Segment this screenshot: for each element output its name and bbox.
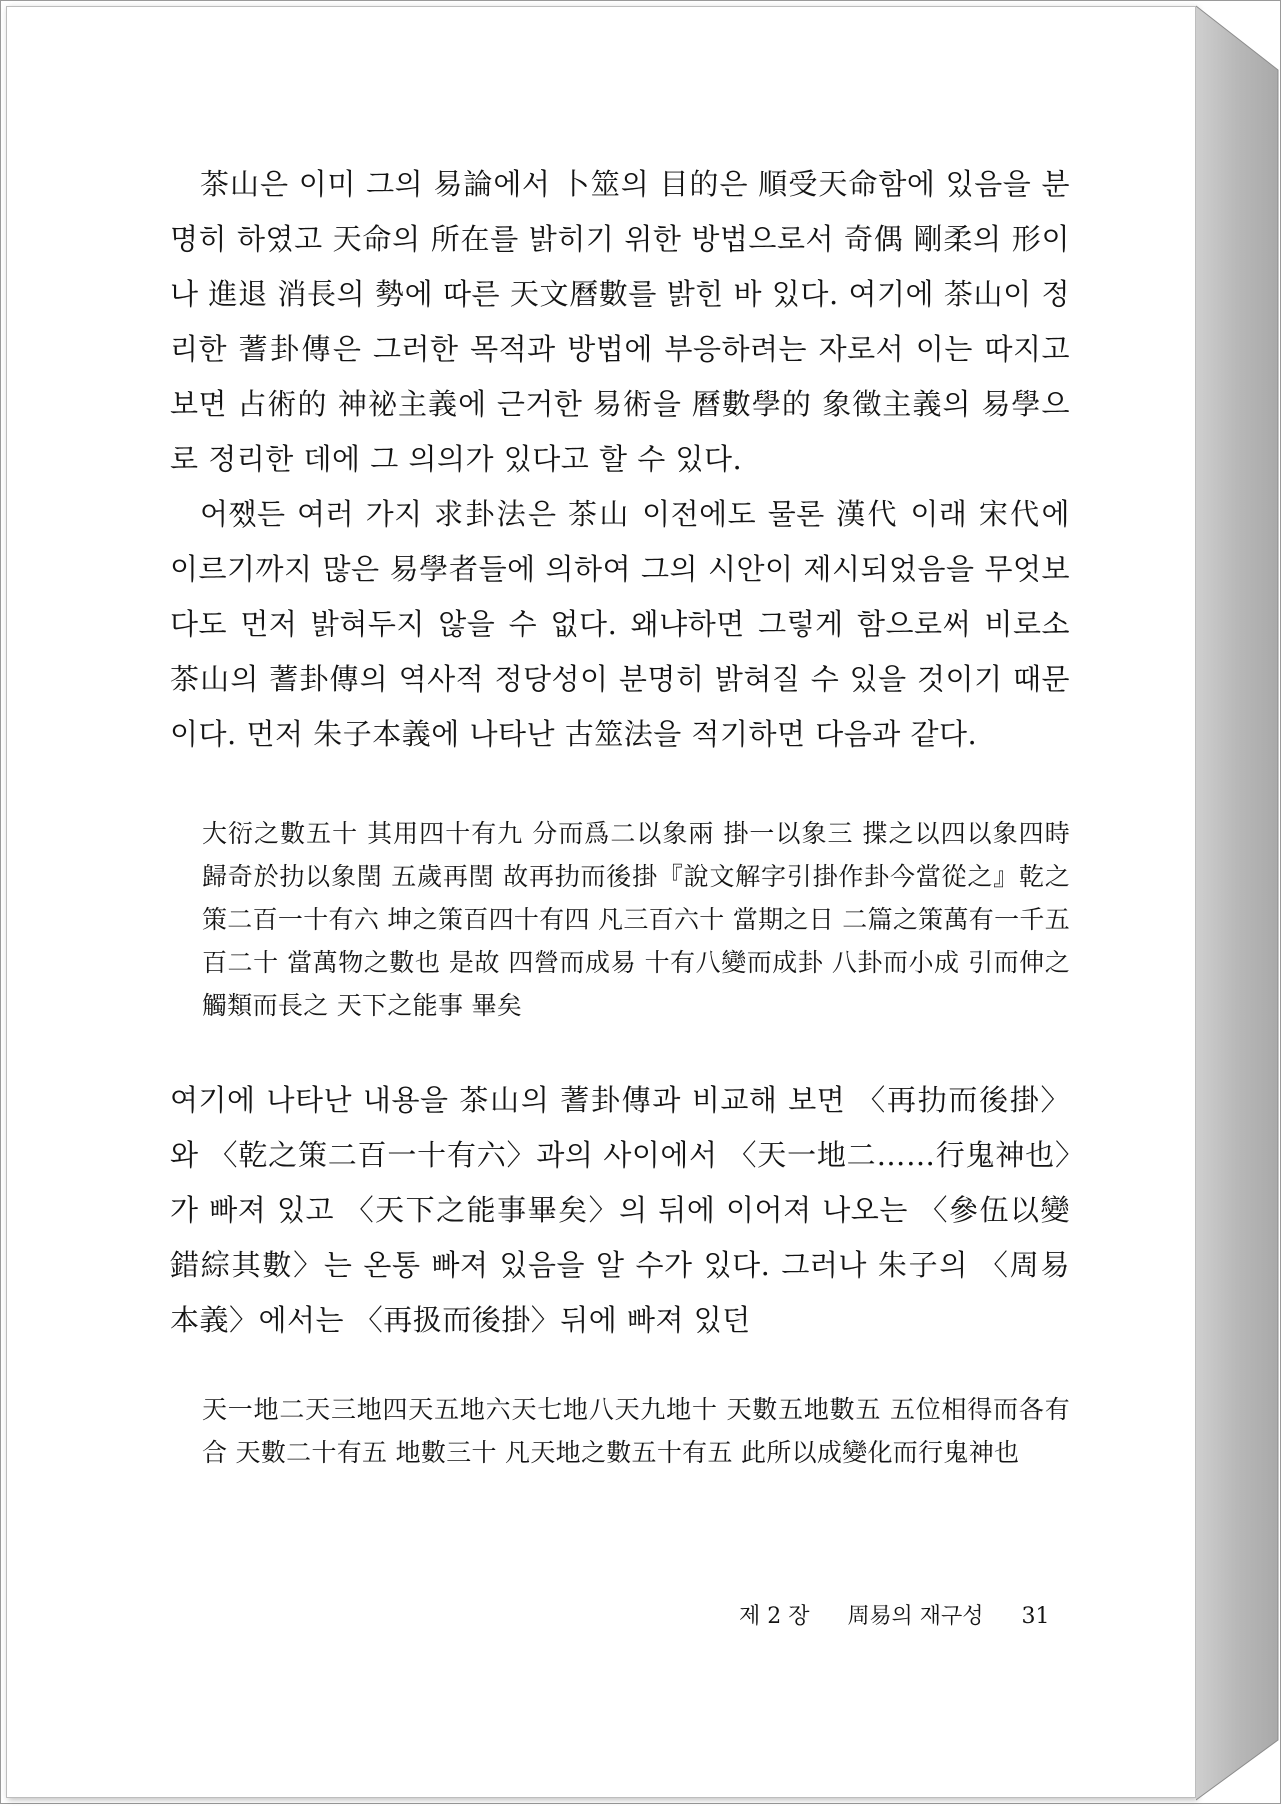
paragraph-3: 여기에 나타난 내용을 茶山의 蓍卦傳과 비교해 보면 〈再扐而後掛〉와 〈乾之策二百一十有六〉과의 사이에서 〈天一地二……行鬼神也〉가 빠져 있고 〈天下之能事畢矣〉의 뒤에 이어져 나오는 〈參伍以變 錯綜其數〉는 온통 빠져 있음을 알 수가 있다. 그러나 朱子의 〈周易本義〉에서는 〈再扱而後掛〉뒤에 빠져 있던 <box>170 1083 1070 1337</box>
page-number: 31 <box>1021 1604 1050 1629</box>
running-footer <box>739 1599 1050 1630</box>
quotation-block-2: 天一地二天三地四天五地六天七地八天九地十 天數五地數五 五位相得而各有合 天數二十有五 地數三十 凡天地之數五十有五 此所以成變化而行鬼神也 <box>202 1395 1070 1467</box>
paragraph-2: 어쨌든 여러 가지 求卦法은 茶山 이전에도 물론 漢代 이래 宋代에 이르기까지 많은 易學者들에 의하여 그의 시안이 제시되었음을 무엇보다도 먼저 밝혀두지 않을 수 없다. 왜냐하면 그렇게 함으로써 비로소 茶山의 蓍卦傳의 역사적 정당성이 분명히 밝혀질 수 있을 것이기 때문이다. 먼저 朱子本義에 나타난 古筮法을 적기하면 다음과 같다. <box>170 497 1070 751</box>
chapter-title: 周易의 재구성 <box>847 1604 984 1629</box>
quotation-block-1: 大衍之數五十 其用四十有九 分而爲二以象兩 掛一以象三 揲之以四以象四時 歸奇於扐以象閏 五歲再閏 故再扐而後掛『說文解字引掛作卦今當從之』乾之策二百一十有六 坤之策百四十有四 凡三百六十 當期之日 二篇之策萬有一千五百二十 當萬物之數也 是故 四營而成易 十有八變而成卦 八卦而小成 引而伸之 觸類而長之 天下之能事 畢矣 <box>202 819 1070 1020</box>
chapter-label: 제 2 장 <box>739 1604 810 1629</box>
book-spine-edge <box>1196 0 1282 1806</box>
page-body <box>170 157 1070 1474</box>
book-page <box>6 6 1196 1798</box>
paragraph-1: 茶山은 이미 그의 易論에서 卜筮의 目的은 順受天命함에 있음을 분명히 하였고 天命의 所在를 밝히기 위한 방법으로서 奇偶 剛柔의 形이나 進退 消長의 勢에 따른 天文曆數를 밝힌 바 있다. 여기에 茶山이 정리한 蓍卦傳은 그러한 목적과 방법에 부응하려는 자로서 이는 따지고 보면 占術的 神祕主義에 근거한 易術을 曆數學的 象徵主義의 易學으로 정리한 데에 그 의의가 있다고 할 수 있다. <box>170 167 1070 476</box>
